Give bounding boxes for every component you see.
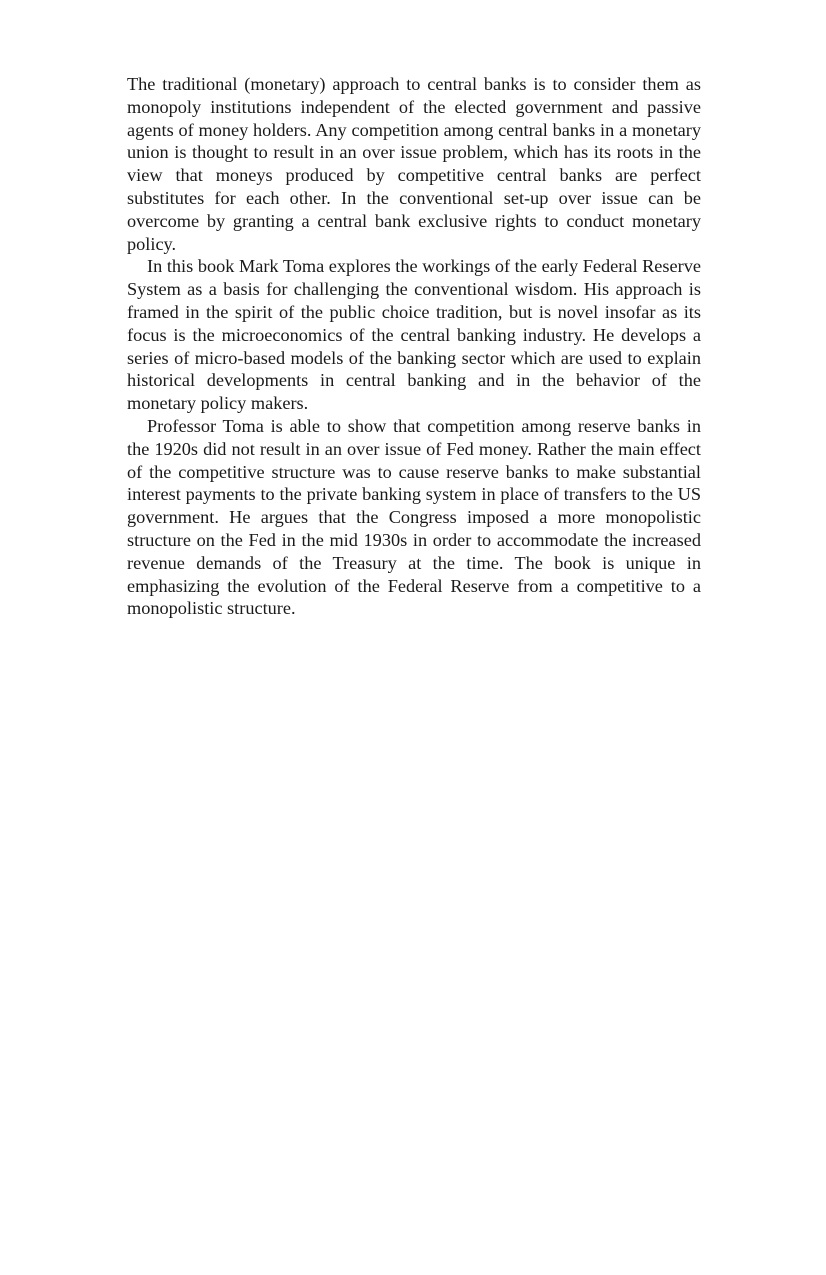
paragraph-findings: Professor Toma is able to show that competition among reserve banks in the 1920s did not result in an over issue of Fed money. Rather the main effect of the competitive structure was to cause reserve banks to make substantial interest payments to the private banking system in place of transfers to the US government. He argues that the Congress imposed a more monopolistic structure on the Fed in the mid 1930s in order to accommodate the increased revenue demands of the Treasury at the time. The book is unique in emphasizing the evolution of the Federal Reserve from a competitive to a monopolistic structure.: [127, 415, 701, 619]
document-body: [127, 73, 701, 620]
paragraph-intro: The traditional (monetary) approach to central banks is to consider them as monopoly institutions independent of the elected government and passive agents of money holders. Any competition among central banks in a monetary union is thought to result in an over issue problem, which has its roots in the view that moneys produced by competitive central banks are perfect substitutes for each other. In the conventional set-up over issue can be overcome by granting a central bank exclusive rights to conduct monetary policy.: [127, 74, 701, 254]
paragraph-book-overview: In this book Mark Toma explores the workings of the early Federal Reserve System as a basis for challenging the conventional wisdom. His approach is framed in the spirit of the public choice tradition, but is novel insofar as its focus is the microeconomics of the central banking industry. He develops a series of micro-based models of the banking sector which are used to explain historical developments in central banking and in the behavior of the monetary policy makers.: [127, 256, 701, 414]
